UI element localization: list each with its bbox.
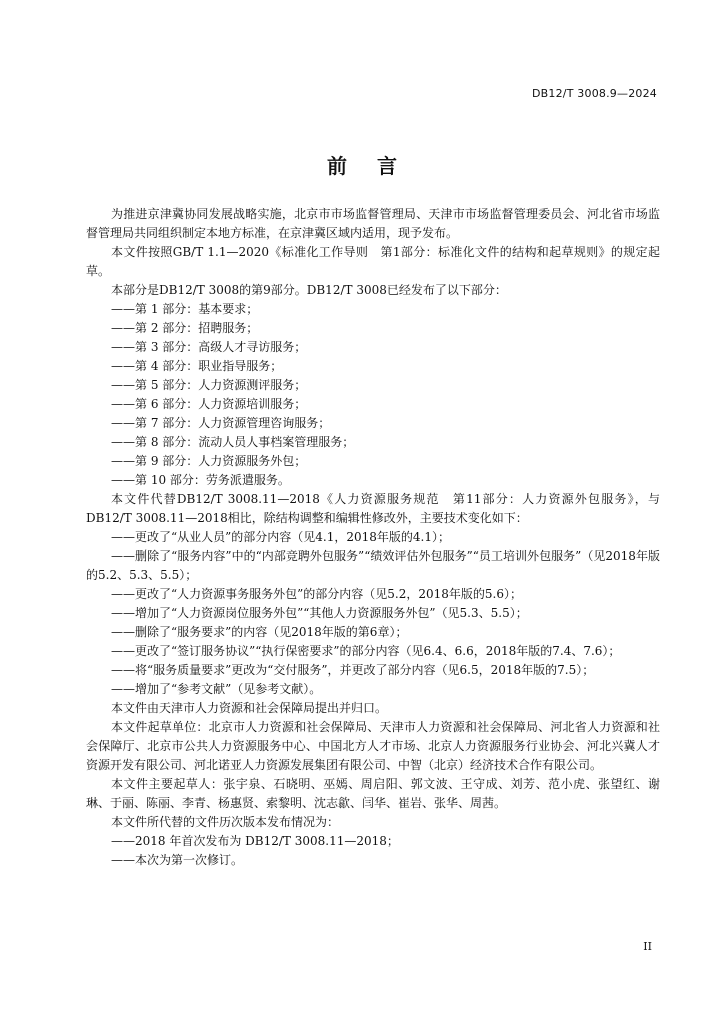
list-item-change-5: ——删除了“服务要求”的内容（见2018年版的第6章）； bbox=[111, 625, 408, 639]
page-title: 前言 bbox=[327, 154, 427, 178]
preface-body bbox=[86, 205, 660, 870]
document-code: DB12/T 3008.9—2024 bbox=[531, 87, 657, 100]
list-item-part-1: ——第 1 部分：基本要求； bbox=[111, 302, 259, 316]
list-item-change-2: ——删除了“服务内容”中的“内部竞聘外包服务”“绩效评估外包服务”“员工培训外包服务”（见2018年版的5.2、5.3、5.5）； bbox=[86, 549, 660, 582]
page-number: II bbox=[643, 940, 652, 953]
paragraph-drafters: 本文件主要起草人：张宇泉、石晓明、巫嫣、周启阳、郭文波、王守成、刘芳、范小虎、张望红、谢琳、于丽、陈丽、李青、杨惠贤、索黎明、沈志歙、闫华、崔岩、张华、周茜。 bbox=[86, 777, 660, 810]
list-item-part-10: ——第 10 部分：劳务派遣服务。 bbox=[111, 473, 290, 487]
list-item-change-8: ——增加了“参考文献”（见参考文献）。 bbox=[111, 682, 322, 696]
paragraph-drafting-rules: 本文件按照GB/T 1.1—2020《标准化工作导则 第1部分：标准化文件的结构和起草规则》的规定起草。 bbox=[86, 245, 660, 278]
list-item-change-6: ——更改了“签订服务协议”“执行保密要求”的部分内容（见6.4、6.6，2018年版的7.4、7.6）； bbox=[111, 644, 621, 658]
paragraph-history-intro: 本文件所代替的文件历次版本发布情况为： bbox=[111, 815, 340, 829]
list-item-history-1: ——2018 年首次发布为 DB12/T 3008.11—2018； bbox=[111, 834, 399, 848]
list-item-history-2: ——本次为第一次修订。 bbox=[111, 853, 244, 867]
list-item-part-6: ——第 6 部分：人力资源培训服务； bbox=[111, 397, 307, 411]
list-item-change-3: ——更改了“人力资源事务服务外包”的部分内容（见5.2，2018年版的5.6）； bbox=[111, 587, 522, 601]
list-item-part-2: ——第 2 部分：招聘服务； bbox=[111, 321, 259, 335]
paragraph-proposer: 本文件由天津市人力资源和社会保障局提出并归口。 bbox=[111, 701, 388, 715]
list-item-change-4: ——增加了“人力资源岗位服务外包”“其他人力资源服务外包”（见5.3、5.5）； bbox=[111, 606, 528, 620]
paragraph-intro: 为推进京津冀协同发展战略实施，北京市市场监督管理局、天津市市场监督管理委员会、河北省市场监督管理局共同组织制定本地方标准，在京津冀区域内适用，现予发布。 bbox=[86, 207, 660, 240]
list-item-part-5: ——第 5 部分：人力资源测评服务； bbox=[111, 378, 307, 392]
list-item-part-3: ——第 3 部分：高级人才寻访服务； bbox=[111, 340, 307, 354]
paragraph-replacement: 本文件代替DB12/T 3008.11—2018《人力资源服务规范 第11部分：人力资源外包服务》，与DB12/T 3008.11—2018相比，除结构调整和编辑性修改外，主要技术变化如下： bbox=[86, 492, 660, 525]
list-item-change-1: ——更改了“从业人员”的部分内容（见4.1，2018年版的4.1）； bbox=[111, 530, 450, 544]
list-item-part-4: ——第 4 部分：职业指导服务； bbox=[111, 359, 283, 373]
list-item-change-7: ——将“服务质量要求”更改为“交付服务”，并更改了部分内容（见6.5，2018年版的7.5）； bbox=[111, 663, 595, 677]
paragraph-drafting-units: 本文件起草单位：北京市人力资源和社会保障局、天津市人力资源和社会保障局、河北省人力资源和社会保障厅、北京市公共人力资源服务中心、中国北方人才市场、北京人力资源服务行业协会、河北兴冀人才资源开发有限公司、河北诺亚人力资源发展集团有限公司、中智（北京）经济技术合作有限公司。 bbox=[86, 720, 660, 772]
list-item-part-8: ——第 8 部分：流动人员人事档案管理服务； bbox=[111, 435, 355, 449]
list-item-part-7: ——第 7 部分：人力资源管理咨询服务； bbox=[111, 416, 331, 430]
paragraph-parts-intro: 本部分是DB12/T 3008的第9部分。DB12/T 3008已经发布了以下部分： bbox=[111, 283, 507, 297]
list-item-part-9: ——第 9 部分：人力资源服务外包； bbox=[111, 454, 307, 468]
